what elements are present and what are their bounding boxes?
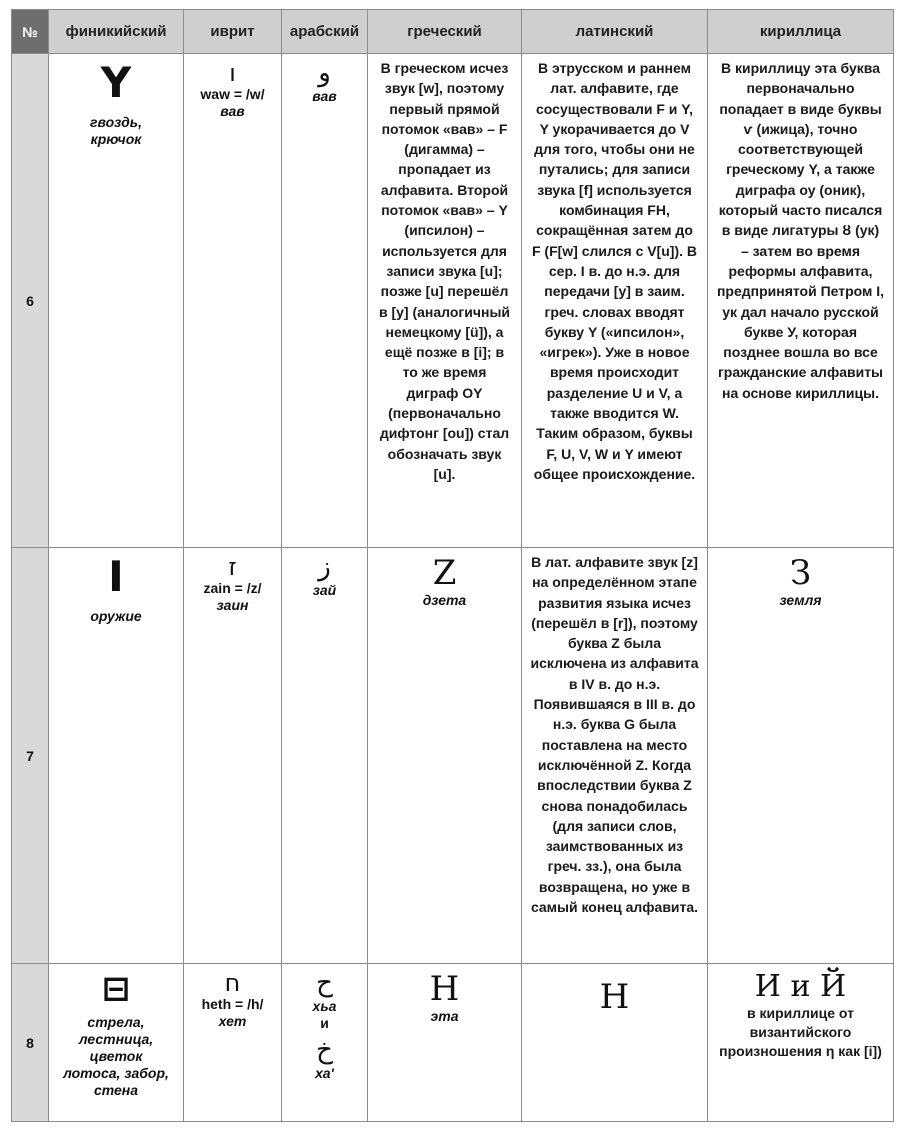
header-phoenician: финикийский: [49, 10, 184, 54]
cyrillic-description: в кириллице от византийского произношения η как [i]): [719, 1005, 882, 1059]
greek-name: эта: [430, 1008, 459, 1024]
arabic-name-2: ха': [315, 1065, 334, 1081]
greek-description: В греческом исчез звук [w], поэтому первый прямой потомок «вав» – F (дигамма) – пропадает из алфавита. Второй потомок «вав» – Y (ипсилон) – используется для записи звука [u]; позже [u] перешёл в [y] (аналогичный немецкому [ü]), а ещё позже в [i]; в то же время диграф OY (первоначально дифтонг [ou]) стал обозначать звук [u].: [378, 60, 511, 482]
cyrillic-glyph: И и Й: [754, 969, 847, 1004]
latin-cell: [522, 964, 708, 1122]
header-arabic: арабский: [282, 10, 368, 54]
arabic-cell: [282, 548, 368, 964]
hebrew-name: вав: [220, 103, 245, 119]
header-num: №: [12, 10, 49, 54]
hebrew-name: заин: [216, 597, 249, 613]
latin-description: В лат. алфавите звук [z] на определённом этапе развития языка исчез (перешёл в [r]), поэтому буква Z была исключена из алфавита в IV в. до н.э. Появившаяся в III в. до н.э. буква G была поставлена на место исключённой Z. Когда впоследствии буква Z снова понадобилась (для записи слов, заимствованных из греч. зз.), она была возвращена, но уже в самый конец алфавита.: [530, 554, 699, 916]
hebrew-cell: [184, 964, 282, 1122]
arabic-glyph: و: [318, 58, 331, 88]
hebrew-glyph: ז: [228, 553, 237, 581]
cyrillic-cell: [708, 964, 894, 1122]
latin-description: В этрусском и раннем лат. алфавите, где сосуществовали F и Y, Y укорачивается до V для того, чтобы они не путались; для записи звука [f] используется комбинация FH, сокращённая затем до F (F[w] слился с V[u]). В сер. I в. до н.э. для передачи [y] в заим. греч. словах вводят букву Y («ипсилон», «игрек»). Уже в новое время происходит разделение U и V, а также вводится W. Таким образом, буквы F, U, V, W и Y имеют общее происхождение.: [531, 60, 698, 482]
header-cyrillic: кириллица: [708, 10, 894, 54]
hebrew-name: хет: [218, 1013, 247, 1029]
phoenician-cell: [49, 964, 184, 1122]
arabic-glyph: ز: [318, 552, 331, 582]
cyrillic-cell: [708, 548, 894, 964]
greek-cell: [368, 54, 522, 548]
latin-glyph: H: [599, 977, 630, 1017]
phoenician-name: стрела, лестница, цветок лотоса, забор, стена: [63, 1014, 169, 1098]
arabic-name: зай: [312, 582, 337, 598]
greek-glyph: Z: [432, 553, 457, 593]
cyrillic-glyph: З: [789, 553, 812, 593]
row-number: 8: [12, 964, 49, 1122]
alphabet-comparison-table: [11, 9, 894, 1122]
table-row: [12, 54, 894, 548]
greek-cell: [368, 964, 522, 1122]
hebrew-translit: heth = /h/: [201, 996, 264, 1012]
cyrillic-cell: [708, 54, 894, 548]
hebrew-glyph: ח: [224, 969, 241, 997]
hebrew-cell: [184, 54, 282, 548]
phoenician-glyph: I: [108, 552, 124, 601]
phoenician-glyph: Y: [100, 58, 132, 107]
cyrillic-description: В кириллицу эта буква первоначально попадает в виде буквы ѵ (ижица), точно соответствующей греческому Y, а также диграфа оу (оник), который часто писался в виде лигатуры ȣ (ук) – затем во время реформы алфавита, предпринятой Петром I, ук дал начало русской букве У, которая позднее вошла во все гражданские алфавиты на основе кириллицы.: [716, 60, 885, 401]
phoenician-name: оружие: [90, 608, 142, 624]
header-hebrew: иврит: [184, 10, 282, 54]
hebrew-glyph: ו: [229, 59, 236, 87]
hebrew-translit: zain = /z/: [203, 580, 262, 596]
arabic-name: вав: [312, 88, 337, 104]
hebrew-translit: waw = /w/: [200, 86, 265, 102]
arabic-cell: [282, 964, 368, 1122]
phoenician-glyph: ⊟: [101, 969, 131, 1009]
phoenician-cell: [49, 548, 184, 964]
greek-cell: [368, 548, 522, 964]
phoenician-name: гвоздь, крючок: [90, 114, 142, 147]
arabic-name-1: хьа: [312, 998, 337, 1014]
row-number: 7: [12, 548, 49, 964]
arabic-glyph-1: ح: [316, 968, 333, 998]
table-row: [12, 548, 894, 964]
greek-name: дзета: [422, 592, 467, 608]
cyrillic-name: земля: [779, 592, 822, 608]
latin-cell: [522, 548, 708, 964]
header-row: [12, 10, 894, 54]
phoenician-cell: [49, 54, 184, 548]
latin-cell: [522, 54, 708, 548]
header-latin: латинский: [522, 10, 708, 54]
arabic-glyph-2: خ: [316, 1035, 333, 1065]
hebrew-cell: [184, 548, 282, 964]
table-row: [12, 964, 894, 1122]
arabic-cell: [282, 54, 368, 548]
arabic-and: и: [320, 1015, 329, 1031]
greek-glyph: H: [429, 969, 460, 1009]
row-number: 6: [12, 54, 49, 548]
alphabet-table-wrapper: [11, 9, 893, 1122]
header-greek: греческий: [368, 10, 522, 54]
